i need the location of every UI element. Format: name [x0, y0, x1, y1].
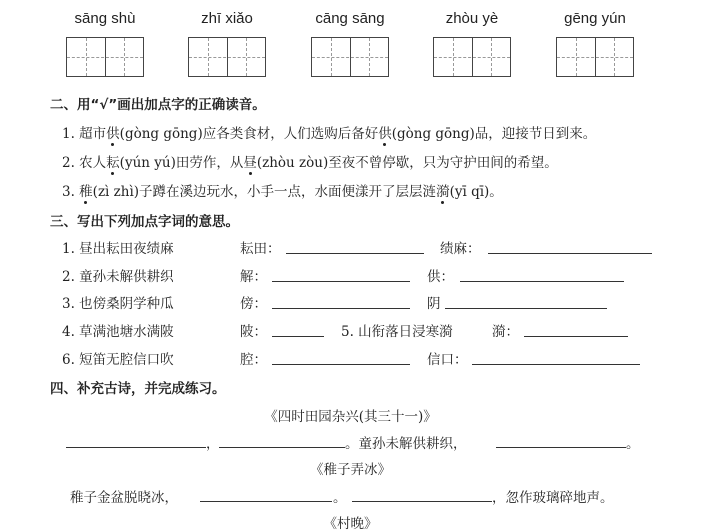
- answer-label: 漪：: [492, 324, 519, 340]
- punctuation: 。: [626, 436, 640, 452]
- poem-blank[interactable]: [66, 447, 206, 448]
- character-grid[interactable]: [188, 37, 266, 77]
- punctuation: ，: [206, 436, 220, 452]
- answer-blank[interactable]: [272, 364, 410, 365]
- poem-title: 《四时田园杂兴(其三十一)》: [264, 409, 437, 425]
- pinyin-label: zhòu yè: [445, 10, 499, 27]
- answer-blank[interactable]: [445, 308, 607, 309]
- section2-heading: 二、用“√”画出加点字的正确读音。: [50, 97, 266, 113]
- answer-label: 耘田：: [240, 241, 281, 257]
- poem-title: 《村晚》: [323, 516, 378, 532]
- phrase: 4. 草满池塘水满陂: [62, 324, 174, 340]
- text: (gòng gōng)应各类食材，人们选购后备好: [119, 126, 379, 142]
- pinyin-label: cāng sāng: [315, 10, 385, 27]
- answer-label: 腔：: [240, 352, 267, 368]
- dotted-char: 漪: [436, 184, 450, 200]
- character-grid[interactable]: [66, 37, 144, 77]
- poem-blank[interactable]: [200, 501, 332, 502]
- phrase: 6. 短笛无腔信口吹: [62, 352, 174, 368]
- pinyin-label: sāng shù: [74, 10, 136, 27]
- text: (yún yú)田劳作，从: [119, 155, 244, 171]
- poem-blank[interactable]: [352, 501, 492, 502]
- poem-title: 《稚子弄冰》: [310, 462, 391, 478]
- answer-blank[interactable]: [524, 336, 628, 337]
- answer-label: 陂：: [240, 324, 267, 340]
- character-grid[interactable]: [311, 37, 389, 77]
- answer-blank[interactable]: [272, 336, 324, 337]
- section3-heading: 三、写出下列加点字词的意思。: [50, 214, 239, 230]
- answer-label: 阴: [427, 296, 441, 312]
- answer-label: 解：: [240, 269, 267, 285]
- poem-line: ，忽作玻璃碎地声。: [492, 490, 614, 506]
- pinyin-label: gēng yún: [564, 10, 626, 27]
- dotted-char: 稚: [79, 184, 93, 200]
- text: (zì zhì)子蹲在溪边玩水，小手一点，水面便漾开了层层涟: [92, 184, 437, 200]
- answer-blank[interactable]: [460, 281, 624, 282]
- phrase: 2. 童孙未解供耕织: [62, 269, 174, 285]
- question-line: [62, 151, 558, 171]
- punctuation: 。: [333, 490, 347, 506]
- phrase: 1. 昼出耘田夜绩麻: [62, 241, 174, 257]
- answer-blank[interactable]: [286, 253, 424, 254]
- dotted-char: 昼: [243, 155, 257, 171]
- character-grid[interactable]: [556, 37, 634, 77]
- phrase: 5. 山衔落日浸寒漪: [341, 324, 453, 340]
- answer-blank[interactable]: [272, 308, 410, 309]
- question-line: [62, 122, 596, 142]
- text: (zhòu zòu)至夜不曾停歇，只为守护田间的希望。: [256, 155, 558, 171]
- question-line: [62, 180, 503, 200]
- text: 1. 超市: [62, 126, 107, 142]
- character-grid[interactable]: [433, 37, 511, 77]
- poem-line: 稚子金盆脱晓冰，: [70, 490, 178, 506]
- answer-label: 绩麻：: [440, 241, 481, 257]
- dotted-char: 耘: [106, 155, 120, 171]
- phrase: 3. 也傍桑阴学种瓜: [62, 296, 174, 312]
- answer-blank[interactable]: [472, 364, 640, 365]
- pinyin-label: zhī xiǎo: [201, 10, 253, 27]
- poem-blank[interactable]: [219, 447, 345, 448]
- answer-label: 供：: [427, 269, 454, 285]
- poem-line: 。童孙未解供耕织，: [345, 436, 467, 452]
- answer-label: 傍：: [240, 296, 267, 312]
- text: 2. 农人: [62, 155, 107, 171]
- text: (yī qī)。: [449, 184, 503, 200]
- dotted-char: 供: [106, 126, 120, 142]
- answer-label: 信口：: [427, 352, 468, 368]
- poem-blank[interactable]: [496, 447, 626, 448]
- section4-heading: 四、补充古诗，并完成练习。: [50, 381, 226, 397]
- text: (gòng gōng)品，迎接节日到来。: [391, 126, 597, 142]
- text: 3.: [62, 184, 80, 200]
- dotted-char: 供: [378, 126, 392, 142]
- answer-blank[interactable]: [488, 253, 652, 254]
- answer-blank[interactable]: [272, 281, 410, 282]
